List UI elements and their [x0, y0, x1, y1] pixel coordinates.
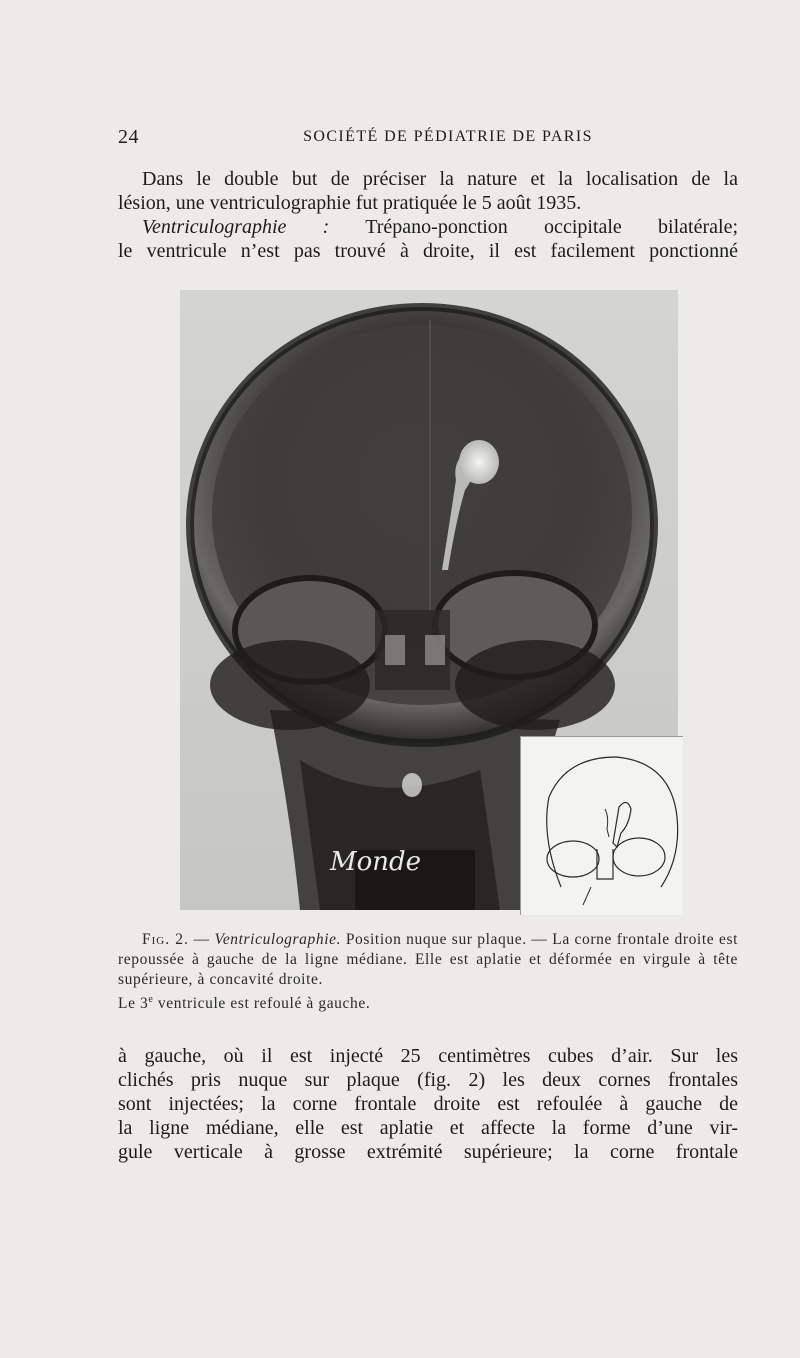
text-line: la ligne médiane, elle est aplatie et affecte la forme d’une vir-	[118, 1117, 738, 1139]
caption-text: Le 3	[118, 995, 149, 1012]
text-line: à gauche, où il est injecté 25 centimètres cubes d’air. Sur les	[118, 1045, 738, 1067]
text-line: le ventricule n’est pas trouvé à droite, il est facilement ponctionné	[118, 240, 738, 262]
text-line: lésion, une ventriculographie fut pratiquée le 5 août 1935.	[118, 192, 582, 214]
paragraph-bottom	[118, 1044, 738, 1164]
figure-caption	[118, 930, 738, 1014]
text-line: gule verticale à grosse extrémité supérieure; la corne frontale	[118, 1141, 738, 1163]
text-line: clichés pris nuque sur plaque (fig. 2) les deux cornes frontales	[118, 1069, 738, 1091]
caption-title: Ventriculographie.	[214, 931, 342, 948]
paragraph-top	[118, 167, 738, 263]
running-title: SOCIÉTÉ DE PÉDIATRIE DE PARIS	[303, 128, 593, 145]
caption-dash: —	[188, 931, 215, 948]
superscript: e	[148, 994, 154, 1005]
diagram-inset	[520, 736, 683, 915]
text-run: Trépano-ponction occipitale bilatérale;	[329, 216, 738, 238]
caption-line	[118, 990, 738, 1014]
text-line	[118, 215, 738, 239]
text-line: sont injectées; la corne frontale droite est refoulée à gauche de	[118, 1093, 738, 1115]
page-header	[118, 126, 738, 154]
text-line: Dans le double but de préciser la nature et la localisation de la	[142, 168, 738, 190]
signature-text: Monde	[330, 847, 422, 877]
caption-text: Position nuque sur plaque. — La corne frontale droite est repoussée à gauche de la ligne médiane. Elle est aplatie et déformée en virgule à tête supérieure, à concavité droite.	[118, 931, 738, 988]
skull-sketch	[521, 737, 683, 915]
caption-body	[118, 930, 738, 990]
caption-text: ventricule est refoulé à gauche.	[153, 995, 371, 1012]
figure-label: Fig. 2.	[142, 931, 189, 948]
page-number: 24	[118, 126, 139, 148]
italic-term: Ventriculographie :	[142, 216, 330, 238]
